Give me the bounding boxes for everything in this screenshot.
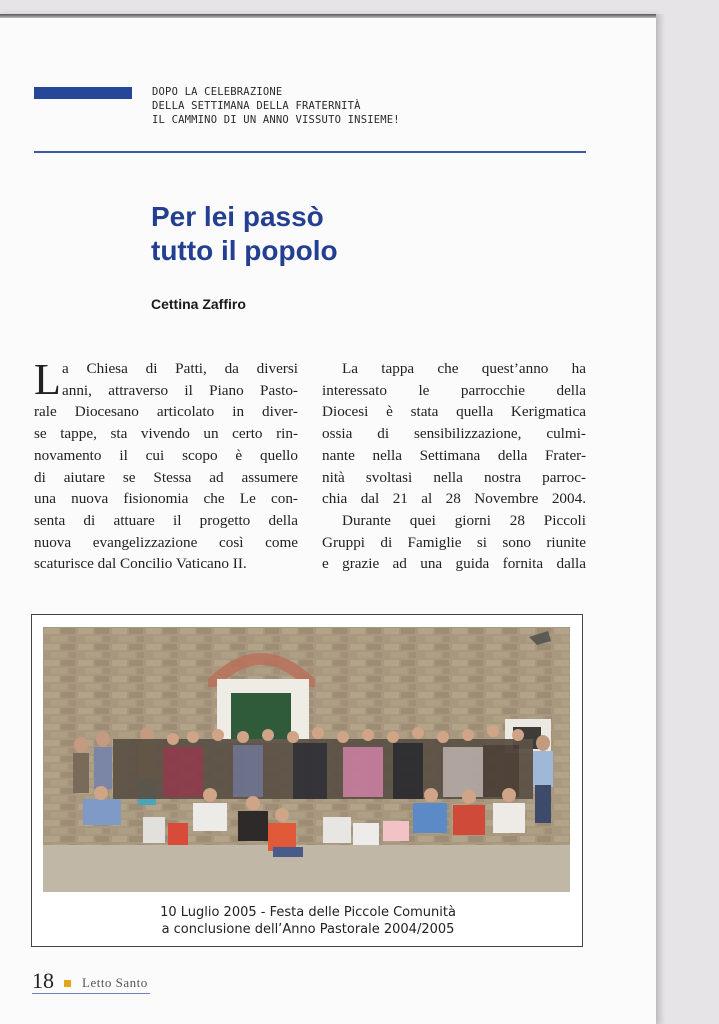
header-kicker — [152, 85, 512, 127]
body-line: e grazie ad una guida fornita dalla — [322, 555, 586, 573]
body-line: ossia di sensibilizzazione, culmi- — [322, 425, 586, 443]
article-column-right — [322, 358, 586, 575]
body-line: senta di attuare il progetto della — [34, 511, 298, 529]
article-title — [151, 200, 471, 268]
body-line: di aiutare se Stessa ad assumere — [34, 468, 298, 486]
body-line: nante nella Settimana della Frater- — [322, 446, 586, 464]
group-photo-illustration — [43, 627, 570, 892]
body-line: Durante quei giorni 28 Piccoli — [342, 511, 586, 529]
caption-line: 10 Luglio 2005 - Festa delle Piccole Comunità — [160, 905, 456, 920]
footer-rule — [32, 993, 150, 994]
body-line: Gruppi di Famiglie si sono riunite — [322, 533, 586, 551]
body-line: scaturisce dal Concilio Vaticano II. — [34, 555, 247, 573]
article-author: Cettina Zaffiro — [151, 296, 246, 312]
group-photo — [43, 627, 570, 892]
body-line: rale Diocesano articolato in diver- — [34, 403, 298, 421]
page-top-edge — [0, 14, 656, 18]
header-rule — [34, 151, 586, 153]
body-line: anni, attraverso il Piano Pasto- — [62, 381, 298, 399]
body-line: interessato le parrocchie della — [322, 381, 586, 399]
header-accent-bar — [34, 87, 132, 99]
body-line: nità svoltasi nella nostra parroc- — [322, 468, 586, 486]
photo-caption — [32, 904, 584, 938]
magazine-name: Letto Santo — [82, 975, 148, 990]
body-line: una nuova fisionomia che Le con- — [34, 490, 298, 508]
drop-cap-block — [34, 355, 298, 404]
page-fold-shadow — [656, 14, 666, 1024]
kicker-line: DELLA SETTIMANA DELLA FRATERNITÀ — [152, 100, 361, 112]
body-line: se tappe, sta vivendo un certo rin- — [34, 425, 298, 443]
title-line: tutto il popolo — [151, 235, 338, 266]
page-number: 18 — [32, 968, 54, 993]
caption-line: a conclusione dell’Anno Pastorale 2004/2005 — [161, 922, 455, 937]
body-line: novamento il cui scopo è quello — [34, 446, 298, 464]
body-line: Diocesi è stata quella Kerigmatica — [322, 403, 586, 421]
body-line: La tappa che quest’anno ha — [342, 360, 586, 377]
photo-figure — [31, 614, 583, 947]
title-line: Per lei passò — [151, 201, 324, 232]
drop-cap: L — [34, 355, 61, 404]
kicker-line: IL CAMMINO DI UN ANNO VISSUTO INSIEME! — [152, 114, 400, 126]
body-line: nuova evangelizzazione così come — [34, 533, 298, 551]
body-line: chia dal 21 al 28 Novembre 2004. — [322, 490, 586, 508]
folio-dot-icon — [64, 980, 71, 987]
article-column-left — [34, 355, 298, 575]
body-line: a Chiesa di Patti, da diversi — [62, 360, 298, 377]
kicker-line: DOPO LA CELEBRAZIONE — [152, 86, 283, 98]
